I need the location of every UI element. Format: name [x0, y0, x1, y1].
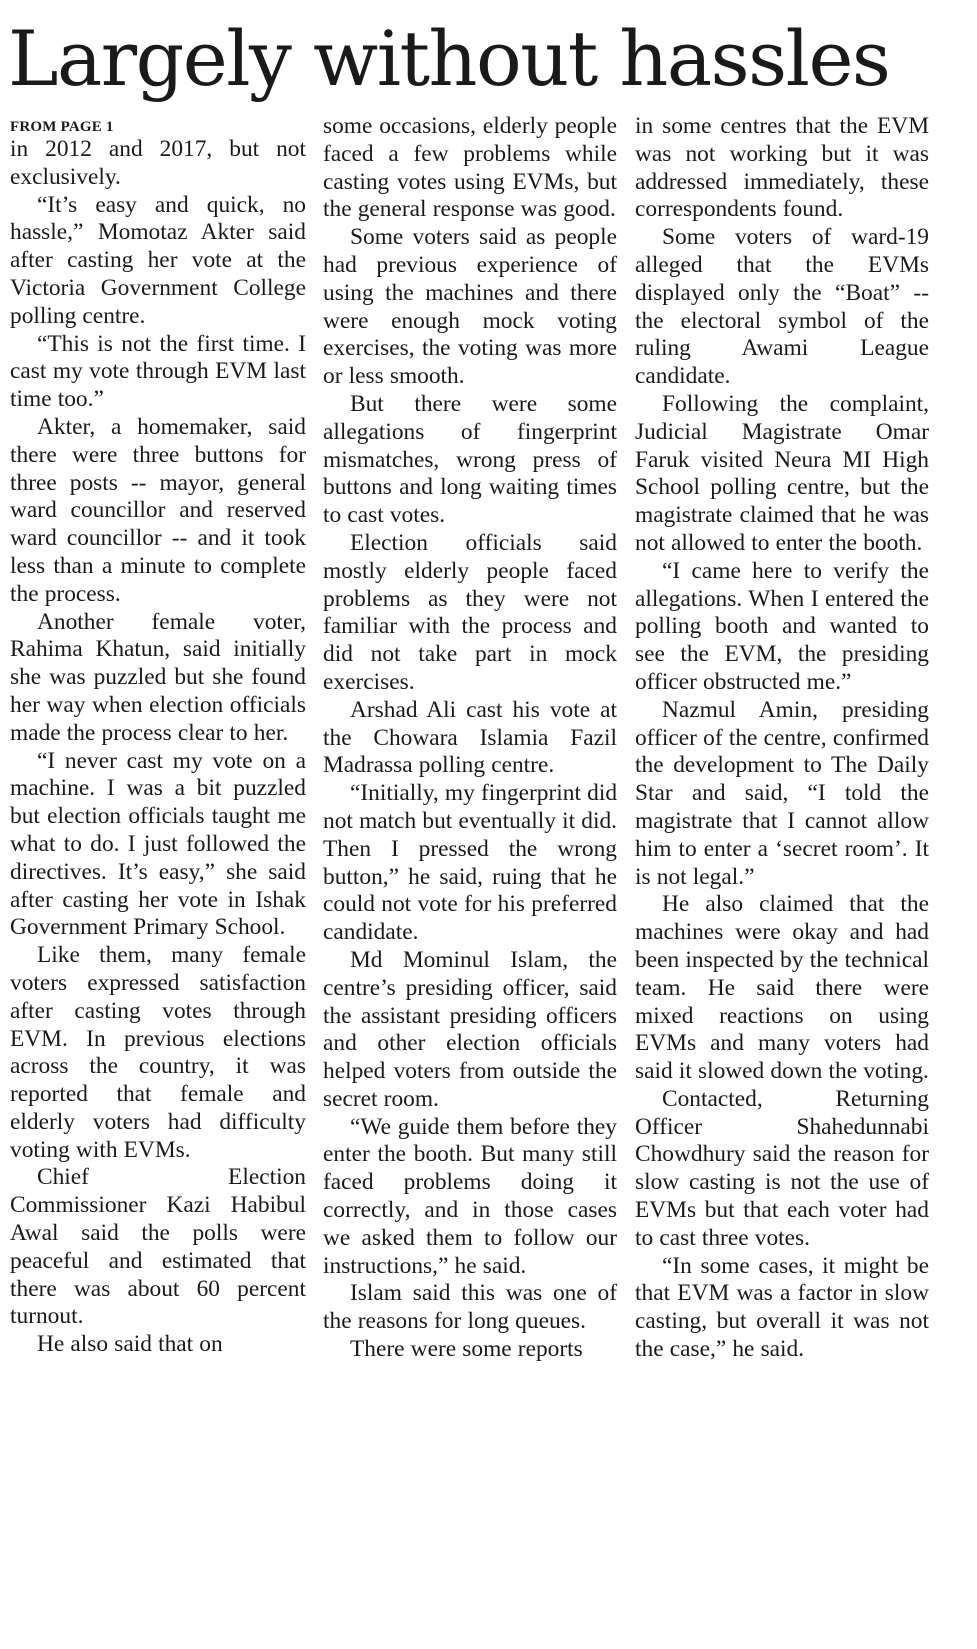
paragraph: Chief Election Commissioner Kazi Habibul Awal said the polls were peaceful and estimated that there was about 60 percent turnout.	[10, 1164, 306, 1330]
paragraph: Like them, many female voters expressed satisfaction after casting votes through EVM. In previous elections across the country, it was reported that female and elderly voters had difficulty voting with EVMs.	[10, 942, 306, 1163]
paragraph: “This is not the first time. I cast my vote through EVM last time too.”	[10, 330, 306, 413]
paragraph: Akter, a homemaker, said there were three buttons for three posts -- mayor, general ward councillor and reserved ward councillor -- and it took less than a minute to complete the process.	[10, 413, 306, 607]
paragraph: in 2012 and 2017, but not exclusively.	[10, 136, 306, 190]
paragraph: There were some reports	[350, 1336, 583, 1363]
paragraph: He also claimed that the machines were okay and had been inspected by the technical team. He said there were mixed reactions on using EVMs and many voters had said it slowed down the voting.	[635, 891, 929, 1085]
paragraph: “I never cast my vote on a machine. I was a bit puzzled but election officials taught me what to do. I just followed the directives. It’s easy,” she said after casting her vote in Ishak Government Primary School.	[10, 747, 306, 941]
paragraph: “In some cases, it might be that EVM was a factor in slow casting, but overall it was not the case,” he said.	[635, 1252, 929, 1363]
paragraph: Some voters said as people had previous experience of using the machines and there were enough mock voting exercises, the voting was more or less smooth.	[323, 224, 617, 390]
headline: Largely without hassles	[8, 14, 890, 103]
paragraph: Md Mominul Islam, the centre’s presiding officer, said the assistant presiding officers and other election officials helped voters from outside the secret room.	[323, 946, 617, 1112]
paragraph: Islam said this was one of the reasons for long queues.	[323, 1280, 617, 1335]
paragraph: Following the complaint, Judicial Magistrate Omar Faruk visited Neura MI High School polling centre, but the magistrate claimed that he was not allowed to enter the booth.	[635, 390, 929, 556]
paragraph: “We guide them before they enter the booth. But many still faced problems doing it correctly, and in those cases we asked them to follow our instructions,” he said.	[323, 1113, 617, 1279]
paragraph: Arshad Ali cast his vote at the Chowara Islamia Fazil Madrassa polling centre.	[323, 696, 617, 779]
paragraph: in some centres that the EVM was not working but it was addressed immediately, these correspondents found.	[635, 113, 929, 223]
article-column-1	[10, 118, 306, 1359]
paragraph: “Initially, my fingerprint did not match but eventually it did. Then I pressed the wrong button,” he said, ruing that he could not vote for his preferred candidate.	[323, 780, 618, 946]
article-column-2	[323, 113, 617, 1364]
continuation-kicker: FROM PAGE 1	[10, 119, 114, 135]
paragraph: He also said that on	[37, 1331, 223, 1358]
paragraph: But there were some allegations of fingerprint mismatches, wrong press of buttons and long waiting times to cast votes.	[323, 390, 617, 529]
paragraph: some occasions, elderly people faced a few problems while casting votes using EVMs, but the general response was good.	[323, 113, 617, 223]
paragraph: Contacted, Returning Officer Shahedunnabi Chowdhury said the reason for slow casting is not the use of EVMs but that each voter had to cast three votes.	[635, 1085, 929, 1251]
paragraph: Election officials said mostly elderly people faced problems as they were not familiar with the process and did not take part in mock exercises.	[323, 529, 617, 695]
paragraph: Nazmul Amin, presiding officer of the centre, confirmed the development to The Daily Star and said, “I told the magistrate that I cannot allow him to enter a ‘secret room’. It is not legal.”	[635, 696, 929, 890]
article-column-3	[635, 113, 929, 1364]
paragraph: “I came here to verify the allegations. When I entered the polling booth and wanted to see the EVM, the presiding officer obstructed me.”	[635, 557, 929, 695]
paragraph: Some voters of ward-19 alleged that the EVMs displayed only the “Boat” -- the electoral symbol of the ruling Awami League candidate.	[635, 224, 929, 390]
paragraph: Another female voter, Rahima Khatun, said initially she was puzzled but she found her way when election officials made the process clear to her.	[10, 608, 306, 746]
paragraph: “It’s easy and quick, no hassle,” Momotaz Akter said after casting her vote at the Victoria Government College polling centre.	[10, 191, 306, 329]
